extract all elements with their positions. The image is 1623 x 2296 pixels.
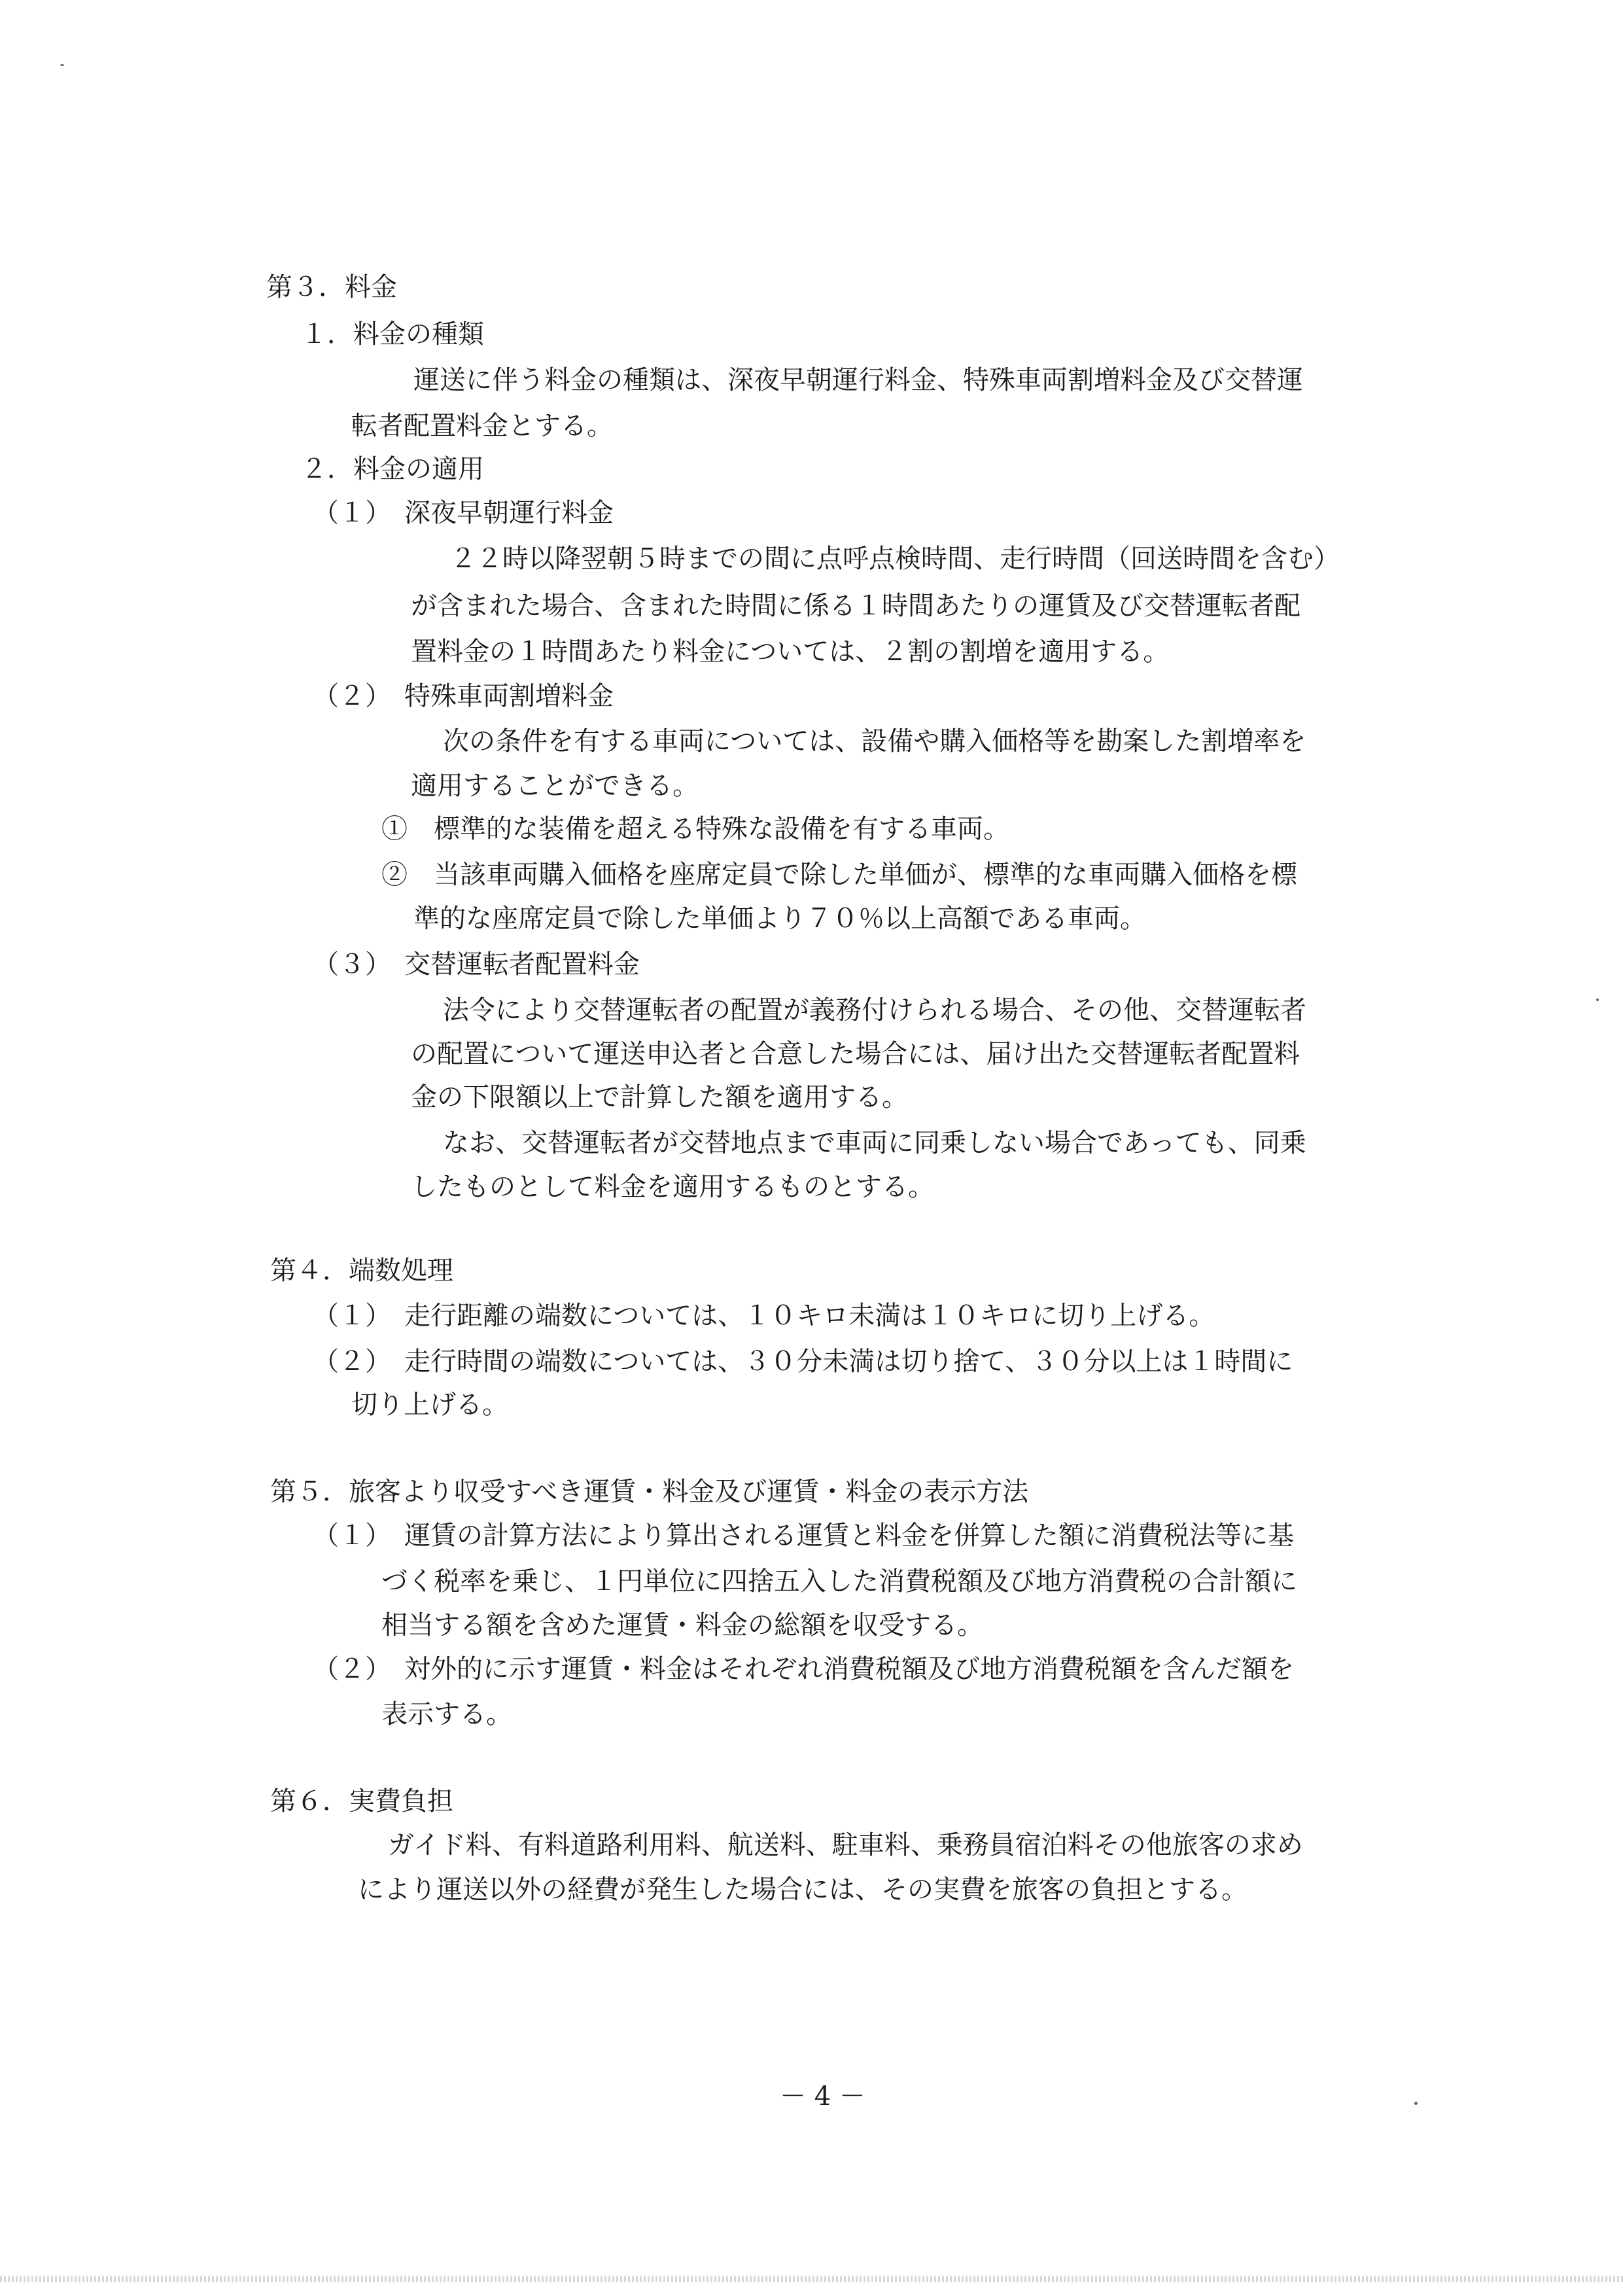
paragraph-line: 法令により交替運転者の配置が義務付けられる場合、その他、交替運転者 xyxy=(443,995,1306,1025)
section-heading-display: 第５．旅客より収受すべき運賃・料金及び運賃・料金の表示方法 xyxy=(270,1477,1029,1507)
paragraph-line: の配置について運送申込者と合意した場合には、届け出た交替運転者配置料 xyxy=(411,1039,1300,1069)
paragraph-line: 適用することができる。 xyxy=(411,771,699,801)
paragraph-line: 運送に伴う料金の種類は、深夜早朝運行料金、特殊車両割増料金及び交替運 xyxy=(413,365,1303,395)
paragraph-line: づく税率を乗じ、１円単位に四捨五入した消費税額及び地方消費税の合計額に xyxy=(381,1566,1297,1597)
item-heading: （３） 交替運転者配置料金 xyxy=(313,949,640,980)
paragraph-line: ガイド料、有料道路利用料、航送料、駐車料、乗務員宿泊料その他旅客の求め xyxy=(388,1830,1303,1860)
item-heading: （２） 特殊車両割増料金 xyxy=(313,681,614,711)
paragraph-line: 準的な座席定員で除した単価より７０％以上高額である車両。 xyxy=(413,904,1146,934)
scan-speck xyxy=(60,64,64,66)
scan-edge xyxy=(0,2276,1623,2282)
page-number: － 4 － xyxy=(780,2081,865,2111)
section-heading-expenses: 第６．実費負担 xyxy=(270,1786,453,1816)
item-line: （２） 対外的に示す運賃・料金はそれぞれ消費税額及び地方消費税額を含んだ額を xyxy=(313,1654,1294,1684)
list-item: ② 当該車両購入価格を座席定員で除した単価が、標準的な車両購入価格を標 xyxy=(381,860,1297,890)
paragraph-line: ２２時以降翌朝５時までの間に点呼点検時間、走行時間（回送時間を含む） xyxy=(450,544,1340,574)
item-line: （１） 運賃の計算方法により算出される運賃と料金を併算した額に消費税法等に基 xyxy=(313,1521,1294,1551)
paragraph-line: 次の条件を有する車両については、設備や購入価格等を勘案した割増率を xyxy=(443,726,1306,756)
paragraph-line: が含まれた場合、含まれた時間に係る１時間あたりの運賃及び交替運転者配 xyxy=(411,591,1300,621)
paragraph-line: 相当する額を含めた運賃・料金の総額を収受する。 xyxy=(381,1610,983,1640)
paragraph-line: なお、交替運転者が交替地点まで車両に同乗しない場合であっても、同乗 xyxy=(443,1128,1306,1158)
list-item: ① 標準的な装備を超える特殊な設備を有する車両。 xyxy=(381,814,1009,844)
paragraph-line: したものとして料金を適用するものとする。 xyxy=(411,1172,934,1202)
subsection-heading: ２．料金の適用 xyxy=(301,454,484,484)
scan-speck xyxy=(1414,2102,1418,2105)
paragraph-line: 置料金の１時間あたり料金については、２割の割増を適用する。 xyxy=(411,637,1170,667)
section-heading-fees: 第３．料金 xyxy=(266,272,397,302)
paragraph-line: 転者配置料金とする。 xyxy=(351,411,613,441)
paragraph-line: により運送以外の経費が発生した場合には、その実費を旅客の負担とする。 xyxy=(358,1875,1248,1905)
section-heading-rounding: 第４．端数処理 xyxy=(270,1256,453,1286)
paragraph-line: 金の下限額以上で計算した額を適用する。 xyxy=(411,1082,908,1112)
paragraph-line: 切り上げる。 xyxy=(351,1390,508,1420)
scan-speck xyxy=(1596,998,1599,1001)
subsection-heading: １．料金の種類 xyxy=(301,319,484,349)
item-line: （１） 走行距離の端数については、１０キロ未満は１０キロに切り上げる。 xyxy=(313,1301,1215,1331)
item-heading: （１） 深夜早朝運行料金 xyxy=(313,498,614,528)
item-line: （２） 走行時間の端数については、３０分未満は切り捨て、３０分以上は１時間に xyxy=(313,1347,1293,1377)
paragraph-line: 表示する。 xyxy=(381,1699,512,1729)
